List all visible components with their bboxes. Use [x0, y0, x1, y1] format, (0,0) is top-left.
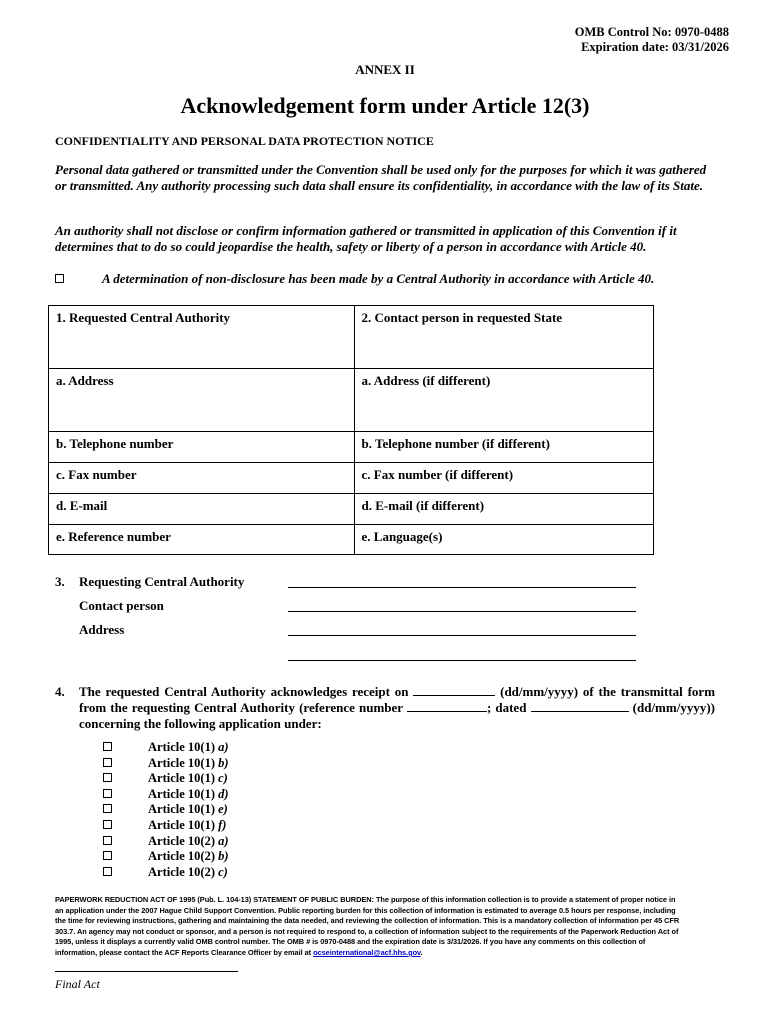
receipt-date-field[interactable]	[413, 684, 495, 696]
paperwork-end: .	[420, 947, 423, 957]
article-label: Article 10(2)	[148, 849, 215, 864]
notice-heading: CONFIDENTIALITY AND PERSONAL DATA PROTECTION NOTICE	[55, 134, 434, 148]
footer-divider	[55, 971, 238, 972]
article-label: Article 10(1)	[148, 755, 215, 770]
article-label: Article 10(1)	[148, 818, 215, 832]
article-checkbox[interactable]	[103, 804, 112, 813]
contact-telephone-label: b. Telephone number (if different)	[361, 436, 550, 451]
article-sub: d)	[218, 786, 229, 801]
fax-cell[interactable]	[49, 463, 355, 494]
reference-number-field[interactable]	[407, 700, 487, 712]
final-act-label: Final Act	[55, 977, 100, 991]
clearance-email-link[interactable]: ocseinternational@acf.hhs.gov	[313, 947, 421, 957]
article-checkbox[interactable]	[103, 773, 112, 782]
article-checkbox[interactable]	[103, 820, 112, 829]
address-field-line-1[interactable]	[288, 622, 636, 636]
contact-person-label: 2. Contact person in requested State	[361, 310, 563, 325]
omb-block	[575, 25, 729, 55]
non-disclosure-checkbox[interactable]	[55, 274, 64, 283]
article-label: Article 10(2)	[148, 833, 215, 848]
non-disclosure-label: A determination of non-disclosure has been made by a Central Authority in accordance with Article 40.	[102, 271, 655, 286]
article-sub: e)	[218, 802, 228, 817]
article-checkbox[interactable]	[103, 742, 112, 751]
telephone-label: b. Telephone number	[56, 436, 174, 451]
article-sub: f)	[218, 818, 227, 832]
section-4-number: 4.	[55, 684, 65, 699]
paperwork-text: PAPERWORK REDUCTION ACT OF 1995 (Pub. L. 104-13) STATEMENT OF PUBLIC BURDEN: The purpose of this information collection is to provide a statement of proper notice in an application under the 2007 Hague Child Support Convention. Public reporting burden for this collection of information is estimated to average 0.5 hours per response, including the time for reviewing instructions, gathering and maintaining the data needed, and reviewing the collection of information. This is a mandatory collection of information per 45 CFR 303.7. An agency may not conduct or sponsor, and a person is not required to respond to, a collection of information subject to the requirements of the Paperwork Reduction Act of 1995, unless it displays a currently valid OMB control number. The OMB # is 0970-0488 and the expiration date is 3/31/2026. If you have any comments on this collection of information, please contact the ACF Reports Clearance Officer by email at	[55, 895, 680, 957]
dated-field[interactable]	[531, 700, 629, 712]
address-label: a. Address	[56, 373, 114, 388]
article-label: Article 10(1)	[148, 740, 215, 754]
language-label: e. Language(s)	[361, 529, 443, 544]
article-sub: a)	[218, 740, 229, 754]
address-field-line-2[interactable]	[288, 647, 636, 661]
reference-cell[interactable]	[49, 525, 355, 555]
article-checkbox[interactable]	[103, 758, 112, 767]
address-label-3: Address	[79, 622, 125, 637]
email-label: d. E-mail	[56, 498, 108, 513]
authority-table	[48, 305, 654, 555]
contact-person-field[interactable]	[288, 598, 636, 612]
article-checkbox[interactable]	[103, 851, 112, 860]
contact-telephone-cell[interactable]	[354, 432, 653, 463]
section-4-text	[79, 684, 715, 732]
requesting-authority-label: Requesting Central Authority	[79, 574, 245, 589]
address-cell[interactable]	[49, 369, 355, 432]
contact-person-cell[interactable]	[354, 306, 653, 369]
article-checkbox[interactable]	[103, 867, 112, 876]
section-4-part2: (dd/mm/yyyy) of the transmittal form from the requesting Central Authority (reference number	[79, 684, 716, 715]
article-sub: b)	[218, 849, 229, 864]
omb-control-number: OMB Control No: 0970-0488	[574, 25, 729, 39]
notice-paragraph-2: An authority shall not disclose or confirm information gathered or transmitted in application of this Convention if it determines that to do so could jeopardise the health, safety or liberty of a person in accordance with Article 40.	[55, 223, 677, 254]
contact-address-cell[interactable]	[354, 369, 653, 432]
contact-fax-cell[interactable]	[354, 463, 653, 494]
email-cell[interactable]	[49, 494, 355, 525]
article-checkbox[interactable]	[103, 836, 112, 845]
article-sub: a)	[218, 833, 229, 848]
section-3-number: 3.	[55, 574, 65, 589]
article-label: Article 10(1)	[148, 802, 215, 817]
contact-person-label-3: Contact person	[79, 598, 164, 613]
annex-label: ANNEX II	[355, 62, 415, 77]
article-checkbox[interactable]	[103, 789, 112, 798]
article-sub: c)	[218, 864, 228, 879]
fax-label: c. Fax number	[56, 467, 137, 482]
page-title: Acknowledgement form under Article 12(3)	[180, 93, 590, 118]
section-4-part4: (dd/mm/yyyy)) concerning the following application under:	[79, 700, 715, 731]
article-label: Article 10(2)	[148, 864, 215, 879]
article-label: Article 10(1)	[148, 786, 215, 801]
article-label: Article 10(1)	[148, 771, 215, 786]
reference-label: e. Reference number	[56, 529, 171, 544]
language-cell[interactable]	[354, 525, 653, 555]
section-4-part3: ; dated	[486, 700, 527, 715]
expiration-date: Expiration date: 03/31/2026	[581, 40, 729, 54]
section-4-part1: The requested Central Authority acknowledges receipt on	[79, 684, 409, 699]
requesting-authority-field[interactable]	[288, 574, 636, 588]
contact-email-cell[interactable]	[354, 494, 653, 525]
contact-email-label: d. E-mail (if different)	[361, 498, 485, 513]
telephone-cell[interactable]	[49, 432, 355, 463]
requested-authority-label: 1. Requested Central Authority	[56, 310, 231, 325]
contact-fax-label: c. Fax number (if different)	[361, 467, 514, 482]
contact-address-label: a. Address (if different)	[361, 373, 491, 388]
paperwork-reduction-statement	[55, 895, 685, 959]
notice-paragraph-1: Personal data gathered or transmitted under the Convention shall be used only for the purposes for which it was gathered or transmitted. Any authority processing such data shall ensure its confidentiality, in accordance with the law of its State.	[55, 162, 707, 193]
requested-authority-cell[interactable]	[49, 306, 355, 369]
article-sub: c)	[218, 771, 228, 786]
article-sub: b)	[218, 755, 229, 770]
